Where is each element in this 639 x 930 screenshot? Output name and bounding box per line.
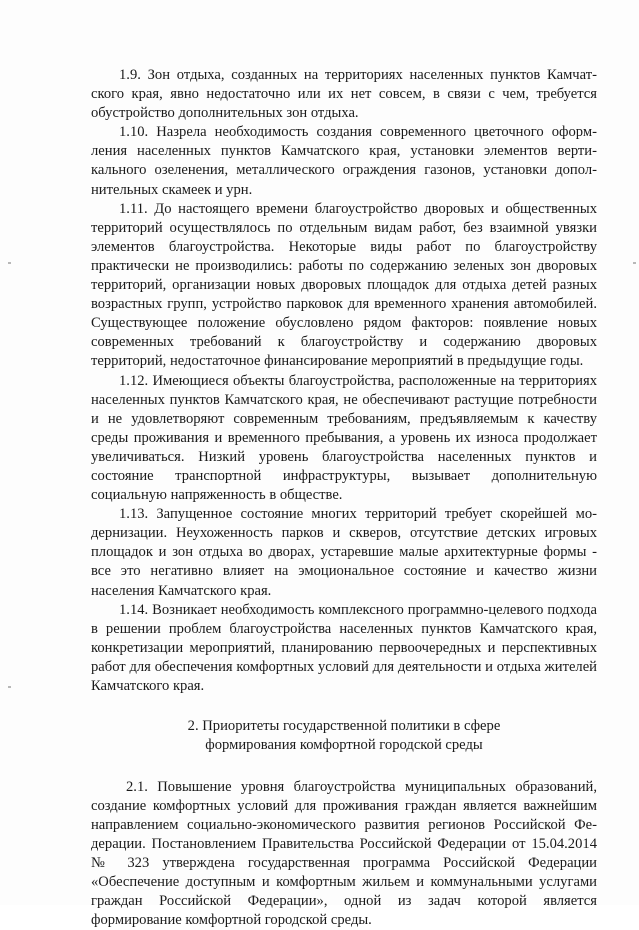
paragraph-1-10: 1.10. Назрела необходимость создания современного цветочного оформления населенных пунктов Камчатского края, установки элементов вертикального озеленения, металлического ограждения газонов, установки дополнительных скамеек и урн. — [91, 123, 597, 199]
paragraph-1-11: 1.11. До настоящего времени благоустройство дворовых и общественных территорий осуществлялось по отдельным видам работ, без взаимной увязки элементов благоустройства. Некоторые виды работ по благоустройству практически не производились: работы по содержанию зеленых зон дворовых территорий, организации новых дворовых площадок для отдыха детей разных возрастных групп, устройство парковок для временного хранения автомобилей. Существующее положение обусловлено рядом факторов: появление новых современных требований к благоустройству и содержанию дворовых территорий, недостаточное финансирование мероприятий в предыдущие годы. — [91, 200, 597, 372]
section-heading-line-2: формирования комфортной городской среды — [91, 736, 597, 755]
scan-artifact — [8, 262, 11, 264]
section-heading-line-1: 2. Приоритеты государственной политики в сфере — [91, 717, 597, 736]
paragraph-1-14: 1.14. Возникает необходимость комплексного программно-целевого подхода в решении проблем благоустройства населенных пунктов Камчатского края, конкретизации мероприятий, планированию первоочередных и перспективных работ для обеспечения комфортных условий для деятельности и отдыха жителей Камчатского края. — [91, 601, 597, 696]
paragraph-2-1: 2.1. Повышение уровня благоустройства муниципальных образований, создание комфортных условий для проживания граждан является важнейшим направлением социально-экономического развития регионов Российской Федерации. Постановлением Правительства Российской Федерации от 15.04.2014 № 323 утверждена государственная программа Российской Федерации «Обеспечение доступным и комфортным жильем и коммунальными услугами граждан Российской Федерации», одной из задач которой является формирование комфортной городской среды. — [91, 778, 597, 930]
section-heading — [91, 717, 597, 755]
paragraph-1-12: 1.12. Имеющиеся объекты благоустройства, расположенные на территориях населенных пунктов Камчатского края, не обеспечивают растущие потребности и не удовлетворяют современным требованиям, предъявляемым к качеству среды проживания и временного пребывания, а уровень их износа продолжает увеличиваться. Низкий уровень благоустройства населенных пунктов и состояние транспортной инфраструктуры, вызывает дополнительную социальную напряженность в обществе. — [91, 372, 597, 506]
paragraph-1-9: 1.9. Зон отдыха, созданных на территориях населенных пунктов Камчатского края, явно недостаточно или их нет совсем, в связи с чем, требуется обустройство дополнительных зон отдыха. — [91, 66, 597, 123]
scan-artifact — [633, 262, 636, 264]
scan-artifact — [8, 686, 11, 688]
paragraph-1-13: 1.13. Запущенное состояние многих территорий требует скорейшей модернизации. Неухоженность парков и скверов, отсутствие детских игровых площадок и зон отдыха во дворах, устаревшие малые архитектурные формы - все это негативно влияет на эмоциональное состояние и качество жизни населения Камчатского края. — [91, 505, 597, 600]
